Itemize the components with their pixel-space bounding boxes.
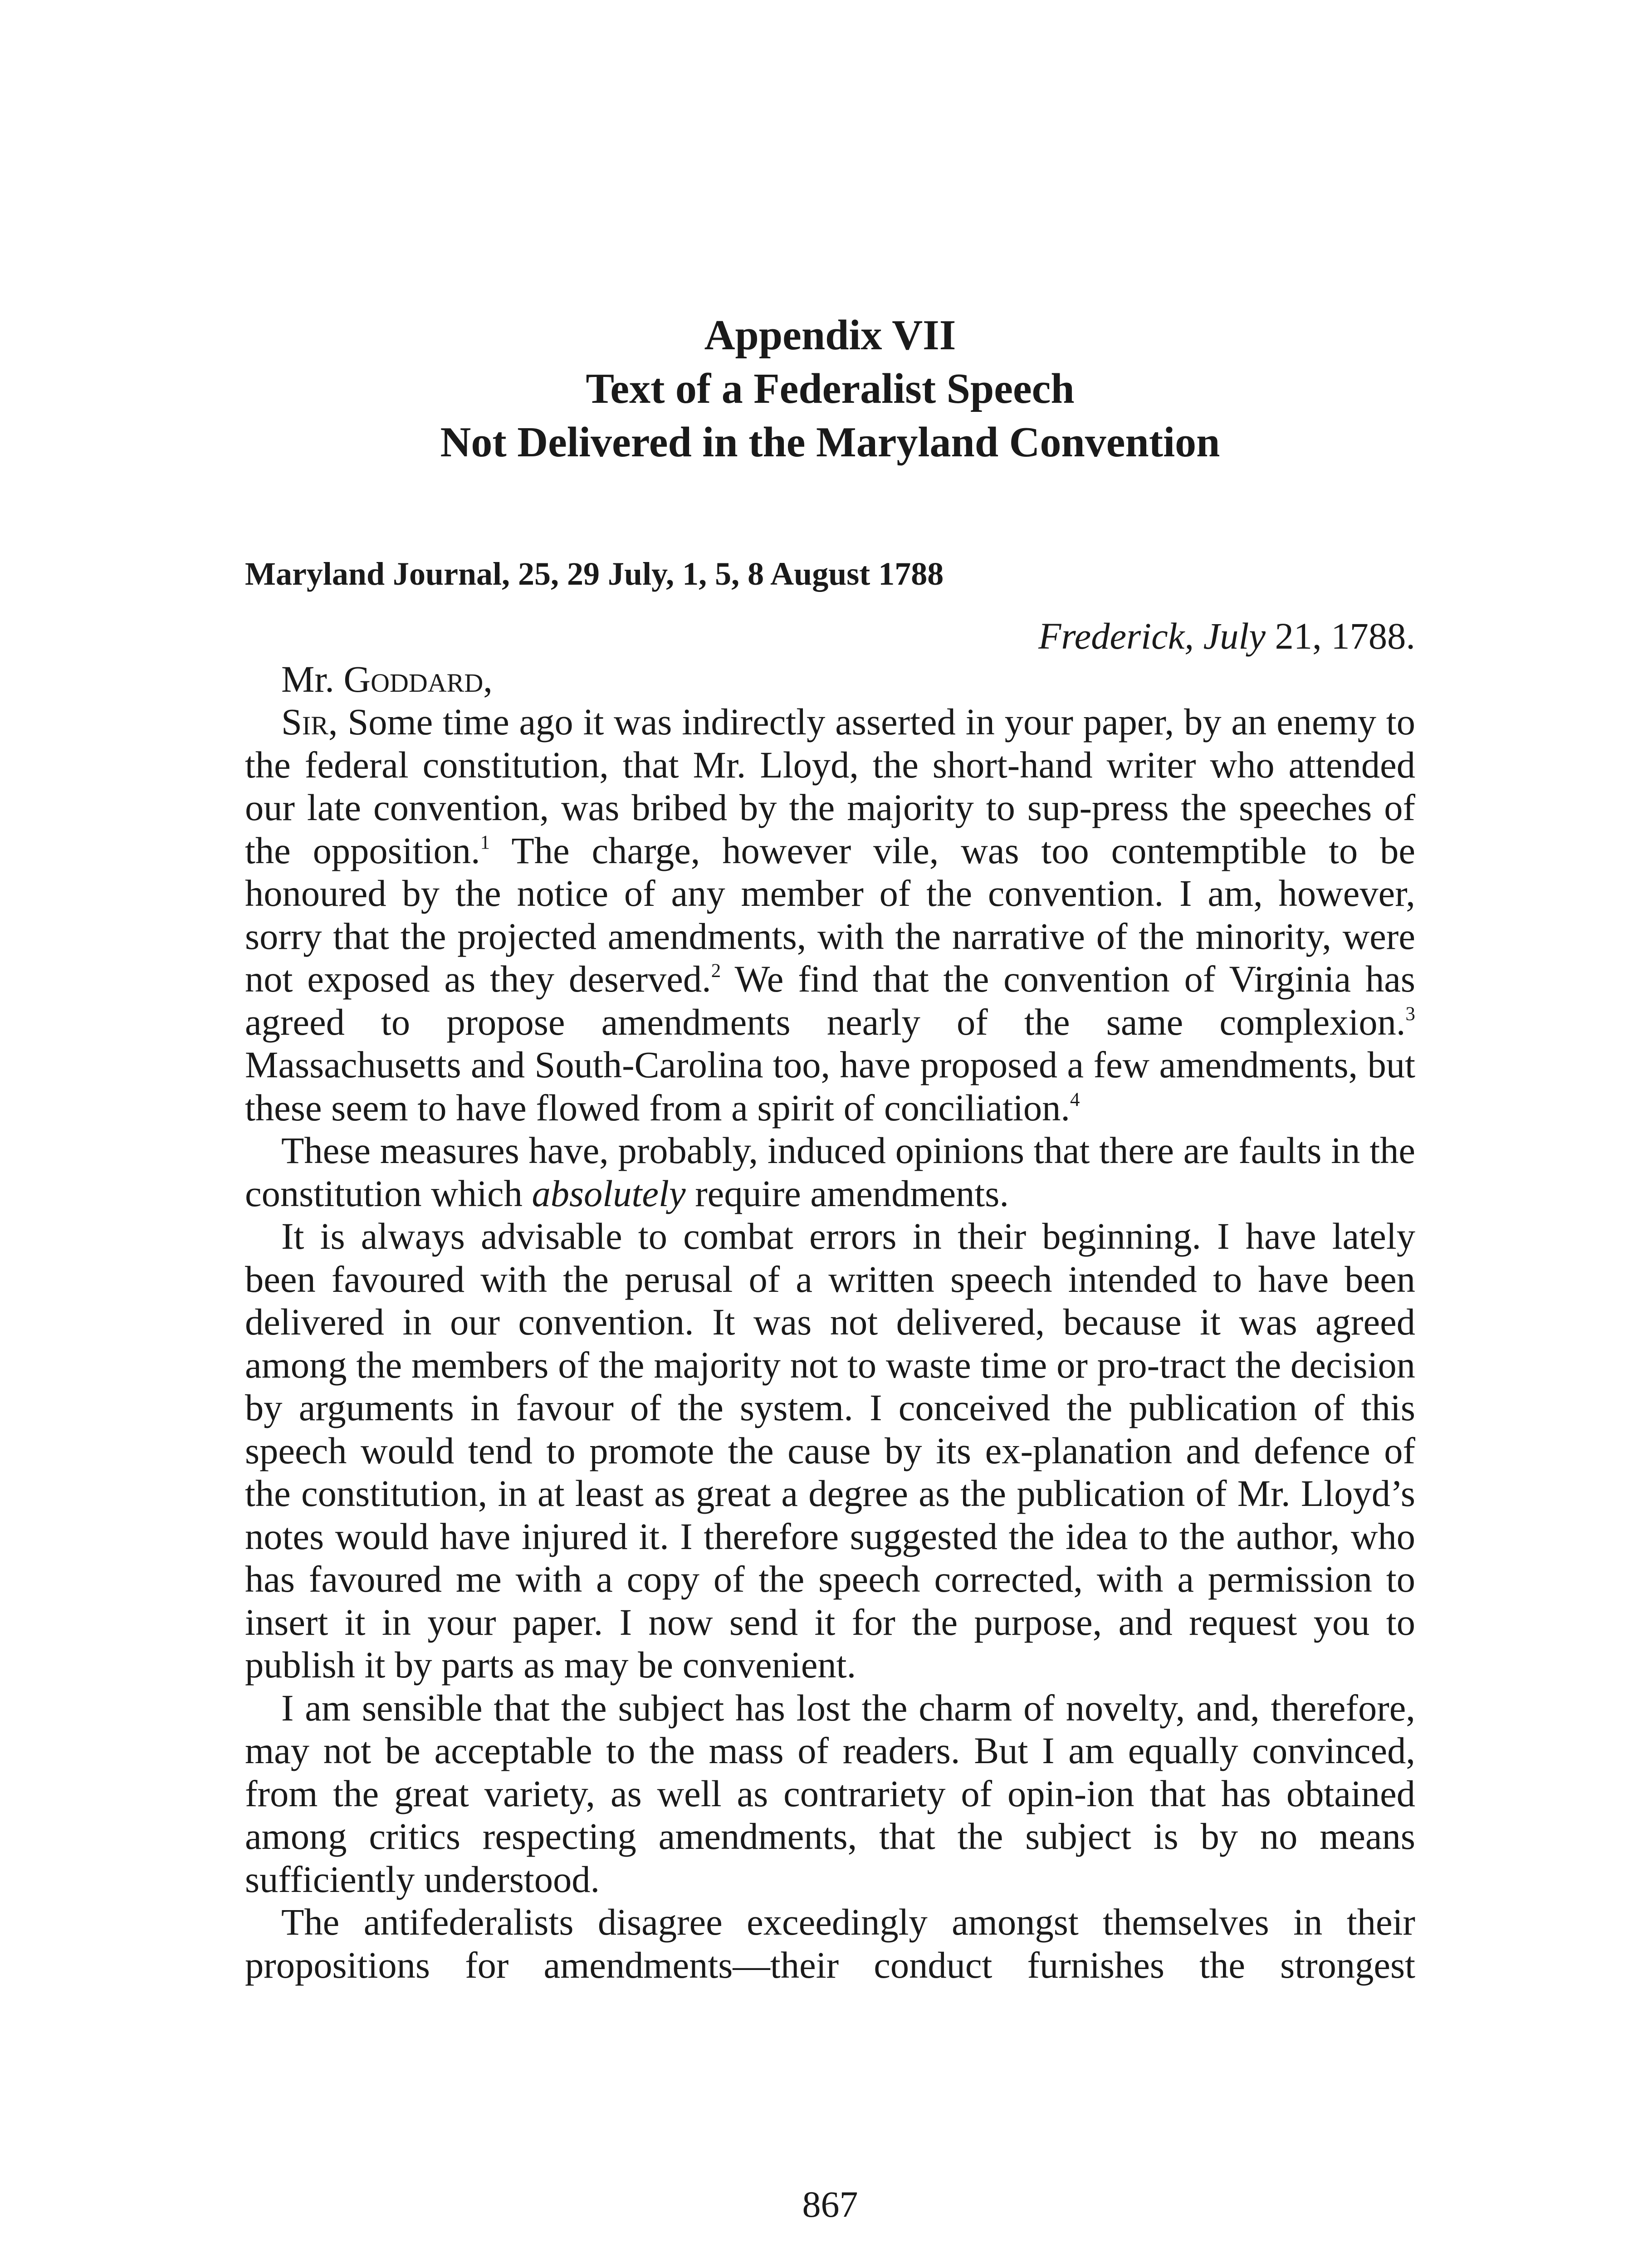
salutation (245, 658, 1415, 701)
dateline-place: Frederick, July (1038, 615, 1266, 657)
paragraph-2-text-b: require amendments. (685, 1172, 1009, 1214)
salutation-name: Goddard (343, 658, 484, 700)
paragraph-1-text-b: The charge, however vile, was too contemptible to be honoured by the notice of any member of the convention. I am, however, sorry that the projected amendments, with the narrative of the minority, were not exposed as they deserved. (245, 829, 1415, 1000)
footnote-ref-2: 2 (711, 960, 721, 982)
title-line-1: Appendix VII (704, 312, 956, 359)
dateline (245, 615, 1415, 658)
title-line-2: Text of a Federalist Speech (586, 365, 1075, 412)
paragraph-1-text-d: Massachusetts and South-Carolina too, have proposed a few amendments, but these seem to have flowed from a spirit of conciliation. (245, 1044, 1415, 1129)
paragraph-5: The antifederalists disagree exceedingly amongst themselves in their propositions for amendments—their conduct furnishes the strongest (245, 1901, 1415, 1986)
salutation-prefix: Mr. (281, 658, 344, 700)
paragraph-1 (245, 700, 1415, 1129)
footnote-ref-1: 1 (480, 831, 490, 853)
sir-word: Sir (281, 701, 328, 743)
paragraph-3: It is always advisable to combat errors in their beginning. I have lately been favoured with the perusal of a written speech intended to have been delivered in our convention. It was not delivered, because it was agreed among the members of the majority not to waste time or pro-tract the decision by arguments in favour of the system. I conceived the publication of this speech would tend to promote the cause by its ex-planation and defence of the constitution, in at least as great a degree as the publication of Mr. Lloyd’s notes would have injured it. I therefore suggested the idea to the author, who has favoured me with a copy of the speech corrected, with a permission to insert it in your paper. I now send it for the purpose, and request you to publish it by parts as may be convenient. (245, 1215, 1415, 1686)
footnote-ref-4: 4 (1070, 1089, 1080, 1110)
paragraph-4: I am sensible that the subject has lost the charm of novelty, and, therefore, may not be acceptable to the mass of readers. But I am equally convinced, from the great variety, as well as contrariety of opin-ion that has obtained among critics respecting amendments, that the subject is by no means sufficiently understood. (245, 1686, 1415, 1900)
title-line-3: Not Delivered in the Maryland Convention (440, 419, 1220, 466)
paragraph-2-text-a: These measures have, probably, induced opinions that there are faults in the constitution which (245, 1129, 1415, 1214)
appendix-title (245, 308, 1415, 469)
source-citation: Maryland Journal, 25, 29 July, 1, 5, 8 August 1788 (245, 556, 944, 592)
footnote-ref-3: 3 (1405, 1003, 1415, 1025)
salutation-suffix: , (483, 658, 493, 700)
paragraph-1-text-a: , Some time ago it was indirectly asserted in your paper, by an enemy to the federal constitution, that Mr. Lloyd, the short-hand writer who attended our late convention, was bribed by the majority to sup-press the speeches of the opposition. (245, 701, 1415, 871)
dateline-date: 21, 1788. (1266, 615, 1415, 657)
page-number: 867 (802, 2184, 858, 2225)
document-body (245, 615, 1415, 1986)
paragraph-2-emphasis: absolutely (532, 1172, 686, 1214)
paragraph-2 (245, 1129, 1415, 1215)
paragraph-1-text-c: We find that the convention of Virginia has agreed to propose amendments nearly of the same complexion. (245, 958, 1415, 1043)
